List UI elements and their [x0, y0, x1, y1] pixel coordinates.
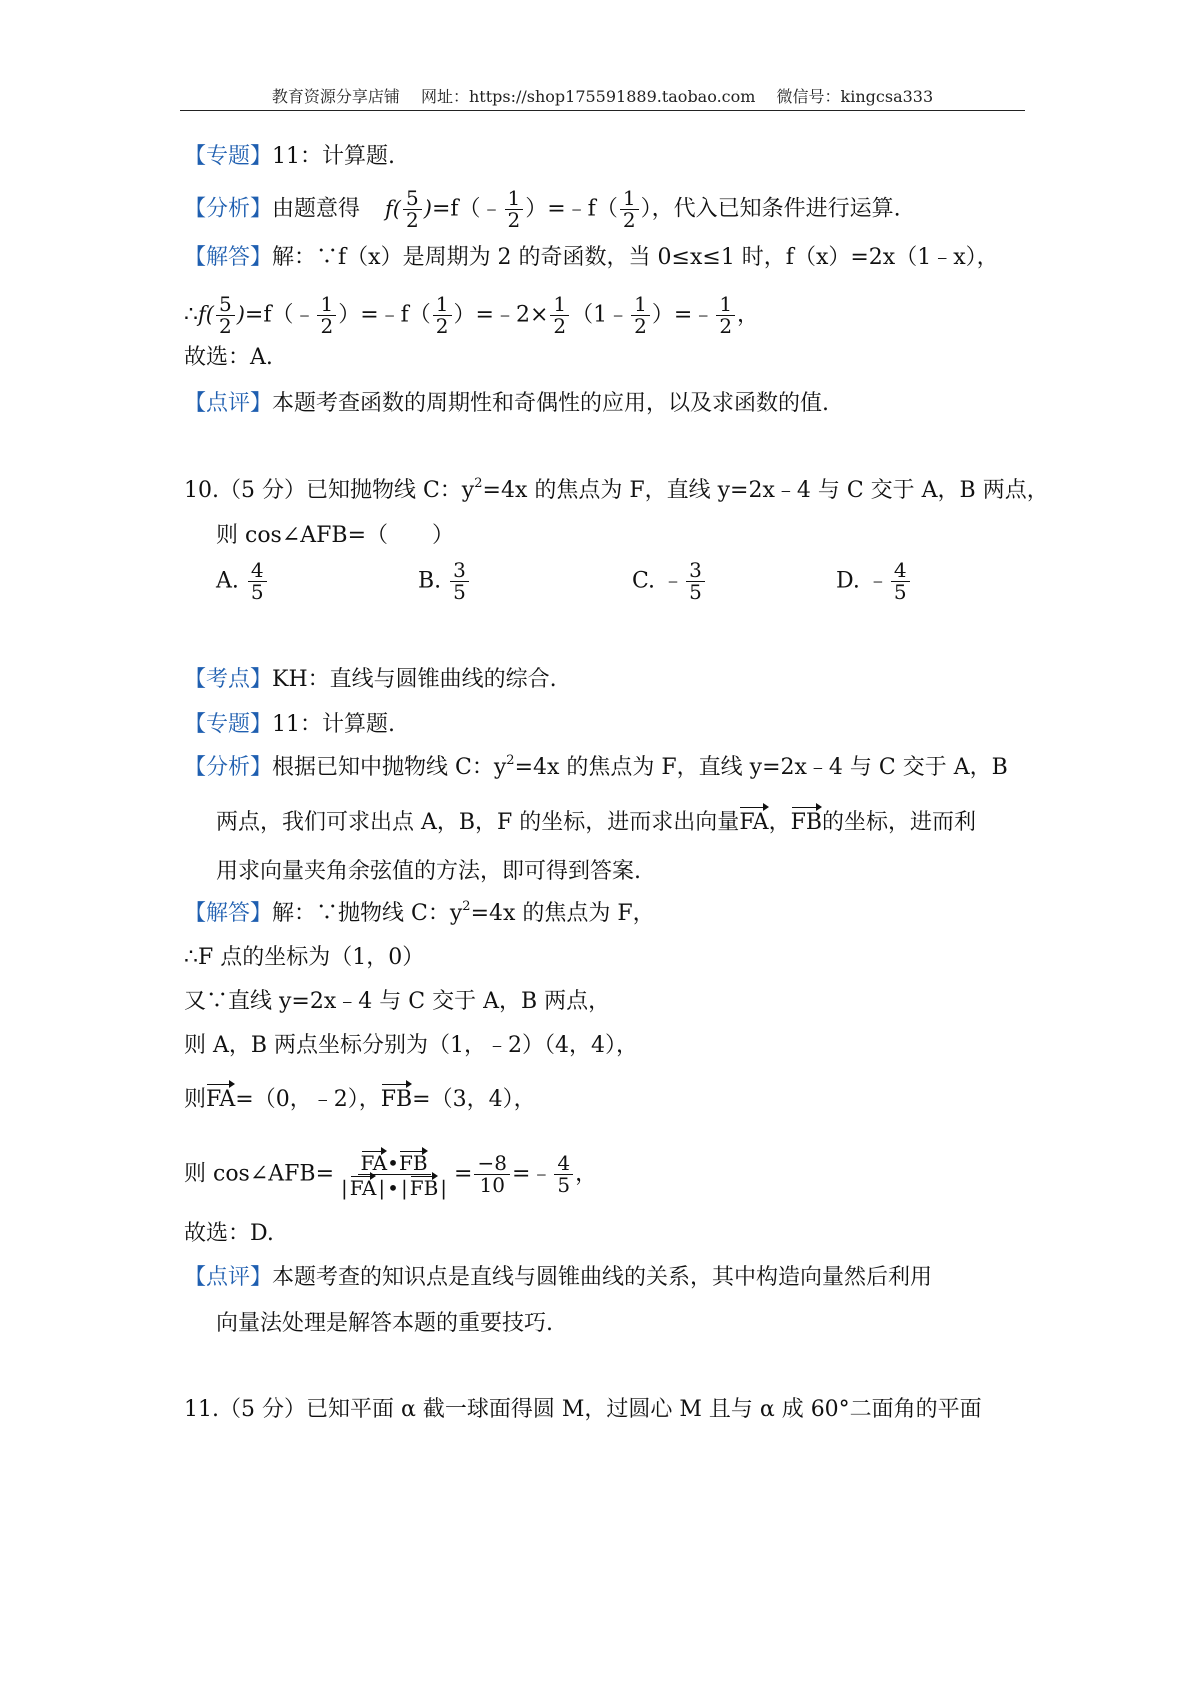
q10-fenxi-2: 两点，我们可求出点 A，B，F 的坐标，进而求出向量FA，FB的坐标，进而利 [216, 806, 976, 837]
q10-option-a[interactable]: A. $\frac{4}{5}$ [216, 560, 269, 603]
vector-fa: FA [739, 806, 768, 837]
header-url: 网址：https://shop175591889.taobao.com [420, 87, 756, 106]
q11-stem: 11.（5 分）已知平面 α 截一球面得圆 M，过圆心 M 且与 α 成 60°二面角的平面 [184, 1397, 982, 1422]
q10-jieda-3: 又∵直线 y=2x﹣4 与 C 交于 A，B 两点， [184, 989, 611, 1014]
q10-stem-1: 10.（5 分）已知抛物线 C：$y^2=4x$ 的焦点为 F，直线 y=2x﹣4 与 C 交于 A，B 两点， [184, 476, 1049, 503]
header-rule [180, 110, 1025, 111]
q10-kaodian: 【考点】KH：直线与圆锥曲线的综合. [184, 667, 557, 692]
q10-option-d[interactable]: D. ﹣ $\frac{4}{5}$ [836, 560, 912, 603]
header-shop: 教育资源分享店铺 [271, 87, 400, 106]
q9-guxuan: 故选：A. [184, 345, 273, 370]
q9-jieda-2: ∴f( $\frac{5}{2}$ )=f（﹣ $\frac{1}{2}$ ）=﹣f（ $\frac{1}{2}$ ）=﹣2× $\frac{1}{2}$ （1﹣ $\frac{1}{2}$ ）=﹣ $\frac{1}{2}$ ， [184, 292, 760, 338]
header-wechat: 微信号：kingcsa333 [776, 87, 934, 106]
q10-dianping-1: 【点评】本题考查的知识点是直线与圆锥曲线的关系，其中构造向量然后利用 [184, 1265, 933, 1290]
q10-jieda-1: 【解答】解：∵抛物线 C：$y^2=4x$ 的焦点为 F， [184, 899, 655, 926]
q10-option-c[interactable]: C. ﹣ $\frac{3}{5}$ [632, 560, 707, 603]
page-header [180, 84, 1025, 107]
q9-zhuanti: 【专题】11：计算题. [184, 144, 396, 169]
q10-jieda-6: 则 cos∠AFB= $\frac{FA•FB}{| FA | • | FB |}$ = $\frac{-8}{10}$ =﹣ $\frac{4}{5}$ ， [184, 1151, 598, 1200]
q10-option-b[interactable]: B. $\frac{3}{5}$ [418, 560, 471, 603]
q10-jieda-5: 则FA=（0，﹣2），FB=（3，4）， [184, 1083, 536, 1114]
q9-dianping: 【点评】本题考查函数的周期性和奇偶性的应用，以及求函数的值. [184, 391, 830, 416]
q9-fenxi: 【分析】由题意得 f( $\frac{5}{2}$ )=f（﹣ $\frac{1}{2}$ ）=﹣f（ $\frac{1}{2}$ ），代入已知条件进行运算. [184, 186, 901, 232]
q10-jieda-2: ∴F 点的坐标为（1，0） [184, 945, 425, 970]
q10-dianping-2: 向量法处理是解答本题的重要技巧. [216, 1311, 553, 1336]
vector-fb: FB [791, 806, 822, 837]
q10-fenxi-3: 用求向量夹角余弦值的方法，即可得到答案. [216, 859, 641, 884]
q9-jieda-1: 【解答】解：∵f（x）是周期为 2 的奇函数，当 0≤x≤1 时，f（x）=2x（1﹣x）， [184, 245, 999, 270]
q10-fenxi-1: 【分析】根据已知中抛物线 C：$y^2=4x$ 的焦点为 F，直线 y=2x﹣4 与 C 交于 A，B [184, 753, 1008, 780]
q10-zhuanti: 【专题】11：计算题. [184, 712, 396, 737]
q10-stem-2: 则 cos∠AFB=（ ） [216, 523, 455, 548]
q10-guxuan: 故选：D. [184, 1221, 274, 1246]
q10-jieda-4: 则 A，B 两点坐标分别为（1，﹣2）（4，4）， [184, 1033, 639, 1058]
